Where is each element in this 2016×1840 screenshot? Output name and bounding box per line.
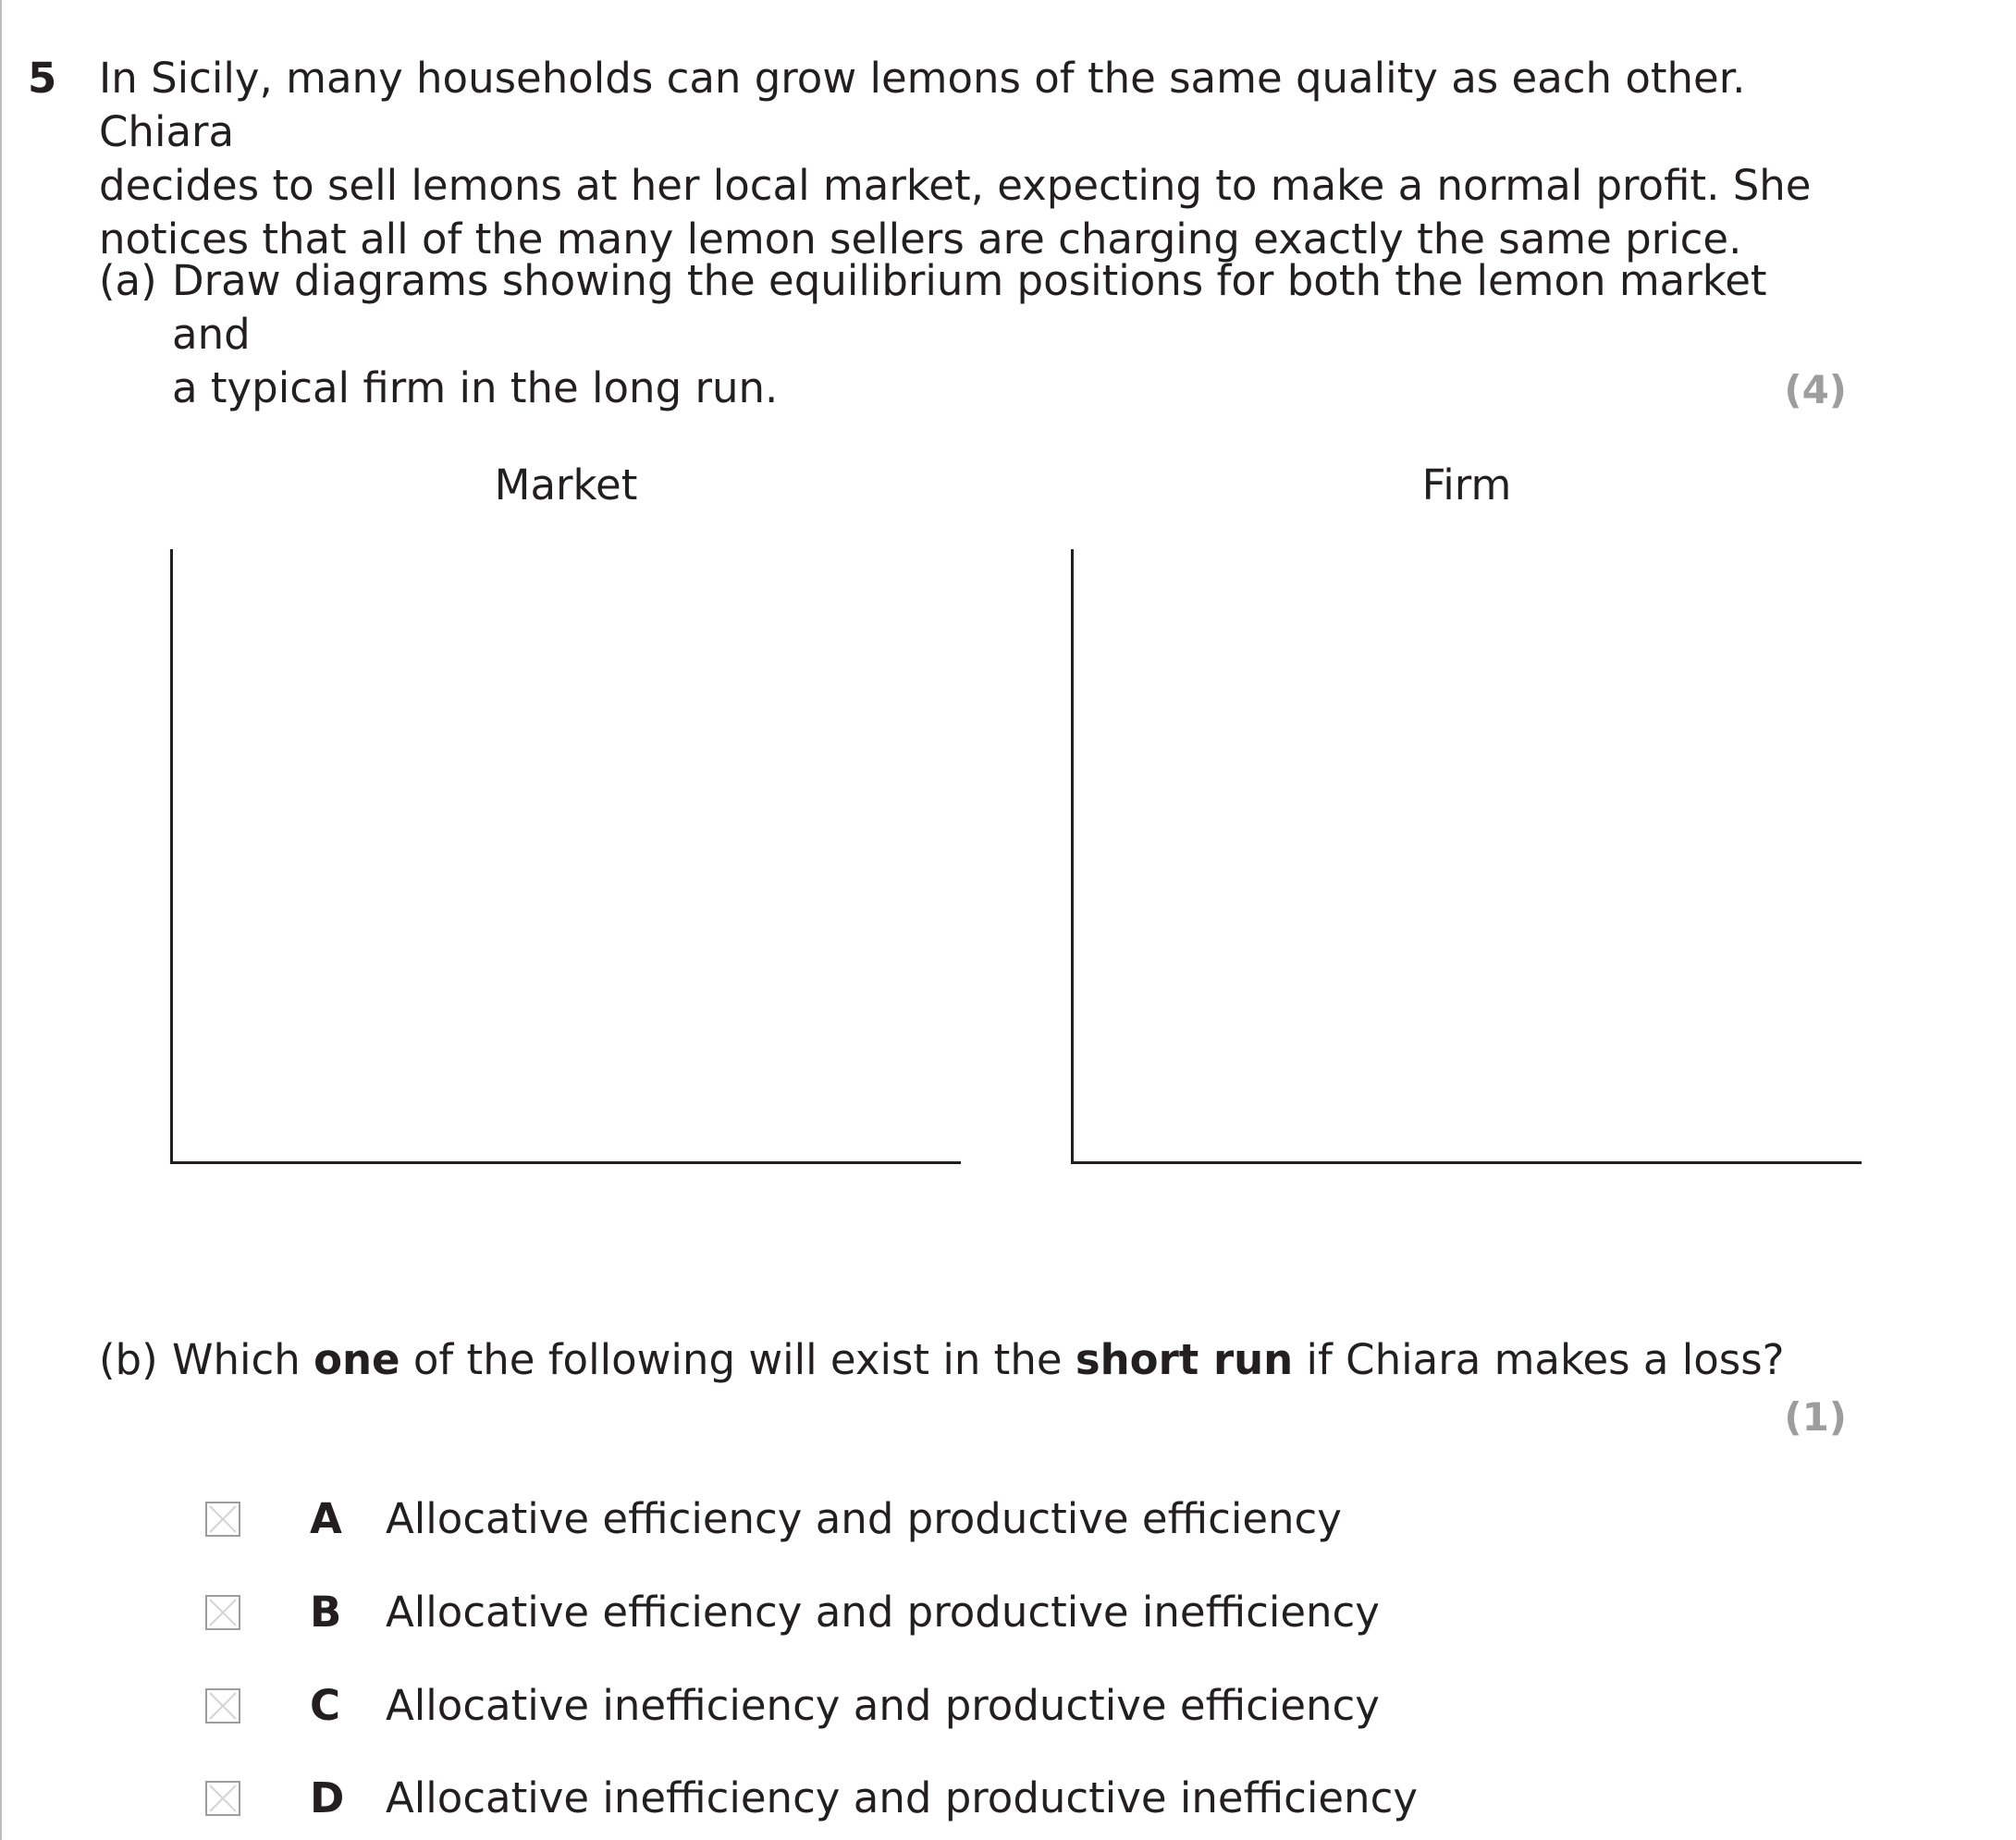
cross-box-icon	[207, 1597, 239, 1628]
part-a-label: (a)	[99, 256, 157, 305]
question-stem: In Sicily, many households can grow lemons of the same quality as each other. Chiara decides to sell lemons at her local market, expecting to make a normal profit. She notices that all of the many lemon sellers are charging exactly the same price.	[99, 54, 1812, 264]
market-diagram-axes[interactable]	[170, 549, 961, 1164]
answer-checkbox-c[interactable]	[205, 1688, 240, 1723]
part-b-label: (b)	[99, 1335, 158, 1384]
option-letter: B	[310, 1588, 342, 1637]
part-b-text-segment: if Chiara makes a loss?	[1293, 1335, 1785, 1384]
part-b-marks: (1)	[1784, 1394, 1847, 1440]
option-text: Allocative efficiency and productive efficiency	[386, 1494, 1342, 1543]
answer-checkbox-d[interactable]	[205, 1781, 240, 1816]
page-margin-rule	[0, 0, 2, 1840]
option-text: Allocative inefficiency and productive efficiency	[386, 1681, 1380, 1730]
answer-checkbox-a[interactable]	[205, 1502, 240, 1537]
part-b-text	[172, 1333, 1837, 1387]
answer-checkbox-b[interactable]	[205, 1595, 240, 1630]
cross-box-icon	[207, 1503, 239, 1535]
question-number: 5	[28, 54, 57, 103]
option-letter: A	[310, 1494, 342, 1543]
part-b-emphasis-short-run: short run	[1075, 1335, 1294, 1384]
option-text: Allocative efficiency and productive inefficiency	[386, 1588, 1380, 1637]
part-b-text-segment: of the following will exist in the	[400, 1335, 1076, 1384]
firm-diagram-title: Firm	[1421, 460, 1512, 509]
part-a-text: Draw diagrams showing the equilibrium positions for both the lemon market and a typical firm in the long run.	[172, 256, 1767, 412]
part-b-text-segment: Which	[172, 1335, 314, 1384]
firm-diagram-axes[interactable]	[1071, 549, 1862, 1164]
cross-box-icon	[207, 1690, 239, 1722]
part-b-emphasis-one: one	[313, 1335, 400, 1384]
option-letter: D	[310, 1773, 345, 1822]
option-text: Allocative inefficiency and productive inefficiency	[386, 1773, 1418, 1822]
cross-box-icon	[207, 1783, 239, 1814]
option-letter: C	[310, 1681, 341, 1730]
part-a-marks: (4)	[1784, 367, 1847, 412]
market-diagram-title: Market	[494, 460, 638, 509]
